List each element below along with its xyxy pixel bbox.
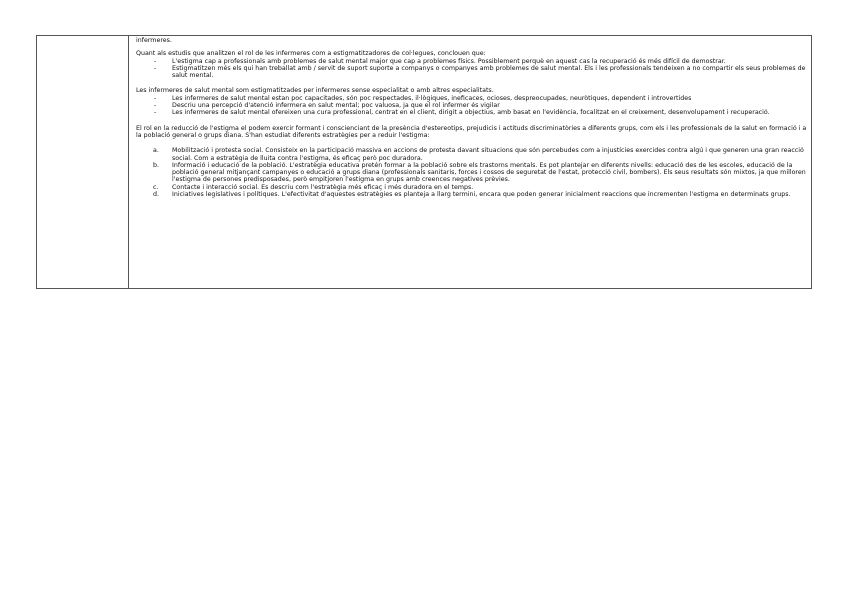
lead-fragment: infermeres. bbox=[136, 37, 172, 44]
list-marker: - bbox=[154, 94, 157, 102]
list-item bbox=[136, 65, 807, 80]
list-item bbox=[136, 109, 807, 116]
list-item-text: Les infermeres de salut mental ofereixen una cura professional, centrat en el client, dirigit a objectius, amb basat en l'evidència, focalitzat en el creixement, desenvolupament i recuperació. bbox=[172, 109, 770, 117]
content-cell bbox=[129, 36, 811, 288]
section1-list bbox=[136, 58, 807, 80]
list-marker: a. bbox=[153, 147, 159, 155]
list-marker: c. bbox=[153, 183, 159, 191]
list-marker: b. bbox=[153, 161, 159, 169]
section1-intro: Quant als estudis que analitzen el rol de les infermeres com a estigmatitzadores de col·legues, conclouen que: bbox=[136, 50, 486, 58]
list-marker: - bbox=[154, 57, 157, 65]
list-item bbox=[136, 147, 807, 162]
list-item bbox=[136, 95, 807, 102]
list-item-text: Iniciatives legislatives i polítiques. L'efectivitat d'aquestes estratègies es planteja a llarg termini, encara que poden generar inicialment reaccions que incrementen l'estigma en determinats grups. bbox=[172, 191, 791, 199]
list-item bbox=[136, 191, 807, 198]
document-table bbox=[36, 35, 812, 289]
list-item-text: Informació i educació de la població. L'estratègia educativa pretén formar a la població sobre els trastorns mentals. Es pot plantejar en diferents nivells: educació des de les escoles, educació de la població general mitjançant campanyes o educació a grups diana (professionals sanitaris, forces i cossos de seguretat de l'estat, protecció civil, bombers). Els seus resultats són mixtos, ja que milloren l'estigma de persones predisposades, però empitjoren l'estigma en grups amb creences negatives prèvies. bbox=[172, 161, 806, 184]
list-item-text: Descriu una percepció d'atenció infermera en salut mental; poc valuosa, ja que el rol infermer és vigilar bbox=[172, 102, 500, 110]
list-marker: - bbox=[154, 109, 157, 117]
list-item bbox=[136, 184, 807, 191]
list-item-text: Contacte i interacció social. Es descriu com l'estratègia més eficaç i més duradora en el temps. bbox=[172, 183, 474, 191]
list-item-text: Estigmatitzen més els qui han treballat amb / servit de suport suporte a companys o companyes amb problemes de salut mental. Els i les professionals tendeixen a no compartir els seus problemes de salut mental. bbox=[172, 64, 806, 80]
section2-list bbox=[136, 95, 807, 117]
section3-intro: El rol en la reducció de l'estigma el podem exercir formant i conscienciant de la presència d'estereotips, prejudicis i actituds discriminatòries a diferents grups, com els i les professionals de la salut en formació i a la població general o grups diana. S'han estudiat diferents estratègies per a reduir l'estigma: bbox=[136, 124, 807, 139]
list-item bbox=[136, 58, 807, 65]
section3-list bbox=[136, 147, 807, 198]
list-marker: d. bbox=[153, 191, 159, 199]
left-column-cell bbox=[37, 36, 129, 288]
list-item bbox=[136, 162, 807, 184]
list-marker: - bbox=[154, 102, 157, 110]
list-marker: - bbox=[154, 64, 157, 72]
list-item-text: L'estigma cap a professionals amb problemes de salut mental major que cap a problemes físics. Possiblement perquè en aquest cas la recuperació és més difícil de demostrar. bbox=[172, 57, 726, 65]
list-item-text: Les infermeres de salut mental estan poc capacitades, són poc respectades, il·lògiques, ineficaces, ocioses, despreocupades, neuròtiques, dependent i introvertides bbox=[172, 94, 692, 102]
section2-intro: Les infermeres de salut mental som estigmatitzades per infermeres sense especialitat o amb altres especialitats. bbox=[136, 87, 494, 95]
list-item-text: Mobilització i protesta social. Consisteix en la participació massiva en accions de protesta davant situacions que són percebudes com a injustícies exercides contra algú i que generen una gran reacció social. Com a estratègia de lluita contra l'estigma, és eficaç però poc duradora. bbox=[172, 147, 804, 162]
